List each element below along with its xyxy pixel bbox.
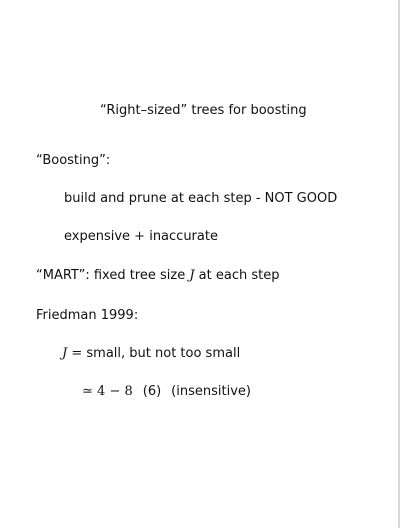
heading-mart	[36, 268, 279, 284]
heading-friedman: Friedman 1999:	[36, 308, 139, 323]
heading-boosting: “Boosting”:	[36, 153, 111, 168]
equals-symbol: =	[67, 346, 87, 361]
plus-symbol: +	[134, 229, 146, 244]
bullet-build-and-prune: build and prune at each step - NOT GOOD	[64, 191, 338, 206]
variable-j: J	[62, 346, 68, 361]
recommended-value: (6)	[142, 384, 162, 399]
text-insensitive: (insensitive)	[171, 384, 251, 399]
slide-title: “Right–sized” trees for boosting	[100, 103, 307, 118]
bullet-j-small	[62, 346, 240, 362]
approx-symbol: ≃	[82, 384, 93, 399]
text-inaccurate: inaccurate	[145, 229, 218, 244]
text-mart-prefix: “MART”: fixed tree size	[36, 268, 190, 283]
bullet-range	[82, 384, 251, 400]
range-expression: 4 − 8	[92, 384, 133, 399]
text-mart-suffix: at each step	[194, 268, 280, 283]
text-expensive: expensive	[64, 229, 135, 244]
text-small: small, but not too small	[86, 346, 241, 361]
variable-j: J	[189, 268, 195, 283]
bullet-expensive-inaccurate	[64, 229, 218, 245]
